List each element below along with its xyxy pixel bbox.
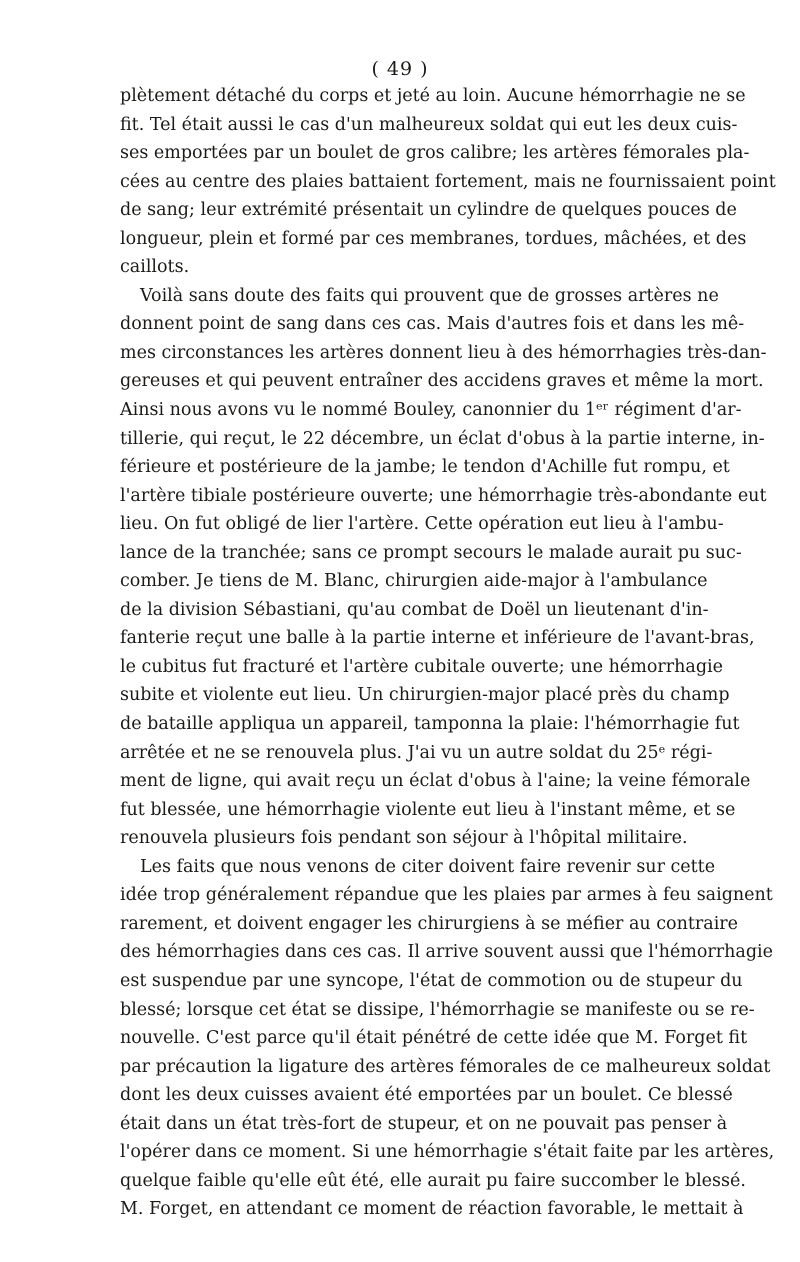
- text-line: fanterie reçut une balle à la partie interne et inférieure de l'avant-bras,: [120, 628, 755, 649]
- text-line: de la division Sébastiani, qu'au combat de Doël un lieutenant d'in-: [120, 599, 709, 620]
- body-text: [120, 82, 776, 1224]
- text-line: blessé; lorsque cet état se dissipe, l'hémorrhagie se manifeste ou se re-: [120, 999, 755, 1020]
- page-number: ( 49 ): [371, 58, 429, 80]
- text-line: lieu. On fut obligé de lier l'artère. Cette opération eut lieu à l'ambu-: [120, 514, 724, 535]
- text-line: renouvela plusieurs fois pendant son séjour à l'hôpital militaire.: [120, 828, 688, 849]
- text-line: lance de la tranchée; sans ce prompt secours le malade aurait pu suc-: [120, 542, 742, 563]
- text-line: donnent point de sang dans ces cas. Mais d'autres fois et dans les mê-: [120, 314, 745, 335]
- text-line: M. Forget, en attendant ce moment de réaction favorable, le mettait à: [120, 1199, 744, 1220]
- text-line: était dans un état très-fort de stupeur, et on ne pouvait pas penser à: [120, 1113, 728, 1134]
- text-line: longueur, plein et formé par ces membranes, tordues, mâchées, et des: [120, 228, 747, 249]
- text-line: Voilà sans doute des faits qui prouvent que de grosses artères ne: [140, 285, 719, 306]
- text-line: par précaution la ligature des artères fémorales de ce malheureux soldat: [120, 1056, 771, 1077]
- text-line: gereuses et qui peuvent entraîner des accidens graves et même la mort.: [120, 371, 764, 392]
- text-line: Les faits que nous venons de citer doivent faire revenir sur cette: [140, 856, 716, 877]
- text-line: ses emportées par un boulet de gros calibre; les artères fémorales pla-: [120, 143, 750, 164]
- text-line: férieure et postérieure de la jambe; le tendon d'Achille fut rompu, et: [120, 457, 730, 478]
- text-line: est suspendue par une syncope, l'état de commotion ou de stupeur du: [120, 970, 743, 991]
- text-line: l'opérer dans ce moment. Si une hémorrhagie s'était faite par les artères,: [120, 1142, 775, 1163]
- text-line: plètement détaché du corps et jeté au loin. Aucune hémorrhagie ne se: [120, 86, 746, 106]
- text-line: de bataille appliqua un appareil, tamponna la plaie: l'hémorrhagie fut: [120, 714, 740, 735]
- text-line: le cubitus fut fracturé et l'artère cubitale ouverte; une hémorrhagie: [120, 656, 723, 677]
- text-line: dont les deux cuisses avaient été emportées par un boulet. Ce blessé: [120, 1085, 733, 1106]
- text-line: mes circonstances les artères donnent lieu à des hémorrhagies très-dan-: [120, 342, 767, 363]
- text-line: fut blessée, une hémorrhagie violente eut lieu à l'instant même, et se: [120, 799, 736, 820]
- text-line: quelque faible qu'elle eût été, elle aurait pu faire succomber le blessé.: [120, 1170, 746, 1191]
- text-line: cées au centre des plaies battaient fortement, mais ne fournissaient point: [120, 171, 776, 192]
- text-line: tillerie, qui reçut, le 22 décembre, un éclat d'obus à la partie interne, in-: [120, 428, 765, 449]
- text-line: fit. Tel était aussi le cas d'un malheureux soldat qui eut les deux cuis-: [120, 114, 738, 135]
- text-line: idée trop généralement répandue que les plaies par armes à feu saignent: [120, 885, 773, 906]
- text-line: ment de ligne, qui avait reçu un éclat d'obus à l'aine; la veine fémorale: [120, 771, 751, 792]
- text-line: des hémorrhagies dans ces cas. Il arrive souvent aussi que l'hémorrhagie: [120, 942, 773, 963]
- text-line: rarement, et doivent engager les chirurgiens à se méfier au contraire: [120, 913, 739, 934]
- text-line: l'artère tibiale postérieure ouverte; une hémorrhagie très-abondante eut: [120, 485, 767, 506]
- text-line: nouvelle. C'est parce qu'il était pénétré de cette idée que M. Forget fit: [120, 1028, 748, 1049]
- text-line: arrêtée et ne se renouvela plus. J'ai vu un autre soldat du 25ᵉ régi-: [120, 742, 713, 763]
- text-line: de sang; leur extrémité présentait un cylindre de quelques pouces de: [120, 200, 737, 221]
- text-line: subite et violente eut lieu. Un chirurgien-major placé près du champ: [120, 685, 730, 706]
- text-line: caillots.: [120, 257, 190, 278]
- text-line: Ainsi nous avons vu le nommé Bouley, canonnier du 1ᵉʳ régiment d'ar-: [120, 400, 742, 421]
- text-line: comber. Je tiens de M. Blanc, chirurgien aide-major à l'ambulance: [120, 571, 708, 592]
